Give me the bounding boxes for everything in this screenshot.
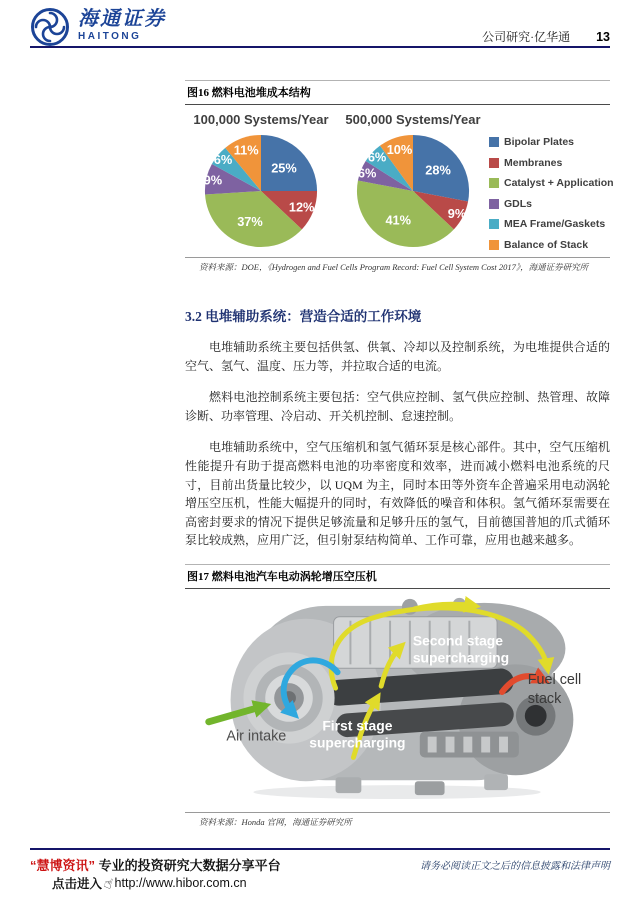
pie-chart-100k bbox=[185, 110, 337, 253]
pie-value-label: 12% bbox=[288, 199, 315, 215]
legend-item bbox=[489, 239, 610, 251]
legend-label: Balance of Stack bbox=[504, 238, 589, 251]
pie-chart-500k bbox=[337, 110, 489, 253]
footer-rule bbox=[30, 848, 610, 850]
legend-label: Membranes bbox=[504, 156, 563, 169]
legend-label: Bipolar Plates bbox=[504, 136, 575, 148]
compressor-illustration bbox=[185, 591, 610, 805]
footer-slogan: 专业的投资研究大数据分享平台 bbox=[98, 858, 281, 873]
pie-title-500k: 500,000 Systems/Year bbox=[345, 112, 481, 127]
legend-item bbox=[489, 218, 610, 230]
pie-value-label: 37% bbox=[237, 214, 263, 230]
pie-value-label: 6% bbox=[357, 165, 377, 181]
first-stage-label-line1: First stage bbox=[322, 717, 393, 734]
header-right bbox=[482, 28, 610, 45]
fuel-cell-label-line1: Fuel cell bbox=[527, 672, 582, 689]
air-intake-label: Air intake bbox=[226, 728, 287, 745]
figure17-block bbox=[185, 564, 610, 830]
hibor-link[interactable]: http://www.hibor.com.cn bbox=[114, 876, 247, 890]
haitong-logo-icon bbox=[30, 7, 70, 47]
legend-swatch bbox=[489, 199, 499, 209]
figure16-caption: 图16 燃料电池堆成本结构 bbox=[185, 80, 610, 105]
report-type-label: 公司研究·亿华通 bbox=[482, 30, 571, 44]
pie-value-label: 9% bbox=[203, 172, 223, 188]
figure16-block bbox=[185, 80, 614, 275]
legend-swatch bbox=[489, 137, 499, 147]
legend-item bbox=[489, 177, 614, 189]
page-header bbox=[0, 0, 640, 48]
pie-value-label: 9% bbox=[447, 205, 467, 221]
pie-value-label: 11% bbox=[233, 142, 259, 158]
pie-500k-svg bbox=[354, 132, 472, 250]
pie-value-label: 28% bbox=[425, 162, 451, 178]
legend-label: MEA Frame/Gaskets bbox=[504, 218, 606, 230]
paragraph-2: 燃料电池控制系统主要包括：空气供应控制、氢气供应控制、热管理、故障诊断、功率管理、冷启动、开关机控制、怠速控制。 bbox=[185, 390, 610, 423]
footer-link-prefix: 点击进入 bbox=[52, 877, 103, 891]
pie-value-label: 10% bbox=[386, 141, 413, 157]
brand-name-cn: 海通证券 bbox=[78, 8, 166, 30]
pie-value-label: 6% bbox=[213, 151, 233, 167]
figure17-image bbox=[185, 589, 610, 812]
footer-disclaimer: 请务必阅读正文之后的信息披露和法律声明 bbox=[420, 861, 610, 872]
legend-item bbox=[489, 157, 610, 169]
legend-item bbox=[489, 136, 610, 148]
header-rule bbox=[30, 46, 610, 48]
legend-item bbox=[489, 198, 610, 210]
first-stage-label-line2: supercharging bbox=[309, 734, 406, 751]
section-heading: 3.2 电堆辅助系统：营造合适的工作环境 bbox=[185, 309, 422, 324]
pointer-hand-icon: ☝ bbox=[101, 873, 115, 892]
pie-value-label: 25% bbox=[271, 160, 297, 176]
content-column bbox=[185, 80, 614, 830]
legend-label: GDLs bbox=[504, 197, 533, 210]
legend-swatch bbox=[489, 178, 499, 188]
pie-value-label: 41% bbox=[385, 212, 412, 228]
paragraph-1: 电堆辅助系统主要包括供氢、供氧、冷却以及控制系统，为电堆提供合适的空气、氢气、温度、压力等，并拉取合适的电流。 bbox=[185, 340, 610, 373]
figure17-source: 资料来源：Honda 官网，海通证券研究所 bbox=[185, 812, 610, 830]
pie-value-label: 6% bbox=[367, 149, 387, 165]
legend-label: Catalyst + Application bbox=[504, 177, 614, 189]
figure17-caption: 图17 燃料电池汽车电动涡轮增压空压机 bbox=[185, 564, 610, 589]
page-number: 13 bbox=[596, 30, 610, 44]
brand-name-en: HAITONG bbox=[78, 31, 142, 42]
legend-swatch bbox=[489, 219, 499, 229]
second-stage-label-line1: Second stage bbox=[412, 632, 503, 649]
figure16-charts bbox=[185, 105, 614, 257]
legend-swatch bbox=[489, 158, 499, 168]
footer-link-line bbox=[52, 874, 247, 892]
brand-text bbox=[78, 9, 166, 42]
paragraph-3: 电堆辅助系统中，空气压缩机和氢气循环泵是核心部件。其中，空气压缩机性能提升有助于提高燃料电池的功率密度和效率，进而减小燃料电池系统的尺寸，目前出货量比较少，以 UQM 为主，同时本田等外资车企普遍采用电动涡轮增压空压机，性能大幅提升的同时，有效降低的噪音和体积。氢气循环泵需要在高密封要求的情况下提供足够流量和足够升压的氢气，目前德国普旭的爪式循环泵比较成熟，应用广泛，但引射泵结构简单、工作可靠，应用也越来越多。 bbox=[185, 440, 610, 548]
figure16-source: 资料来源：DOE，《Hydrogen and Fuel Cells Program Record: Fuel Cell System Cost 2017》，海通证券研究所 bbox=[185, 257, 610, 275]
haitong-logo bbox=[30, 7, 166, 47]
fuel-cell-label-line2: stack bbox=[527, 690, 562, 707]
footer-brand: “慧博资讯” bbox=[30, 858, 96, 873]
chart-legend bbox=[489, 110, 614, 253]
footer-brand-line bbox=[30, 855, 281, 874]
pie-title-100k: 100,000 Systems/Year bbox=[193, 112, 329, 127]
legend-swatch bbox=[489, 240, 499, 250]
second-stage-label-line2: supercharging bbox=[412, 649, 510, 666]
pie-100k-svg bbox=[202, 132, 320, 250]
